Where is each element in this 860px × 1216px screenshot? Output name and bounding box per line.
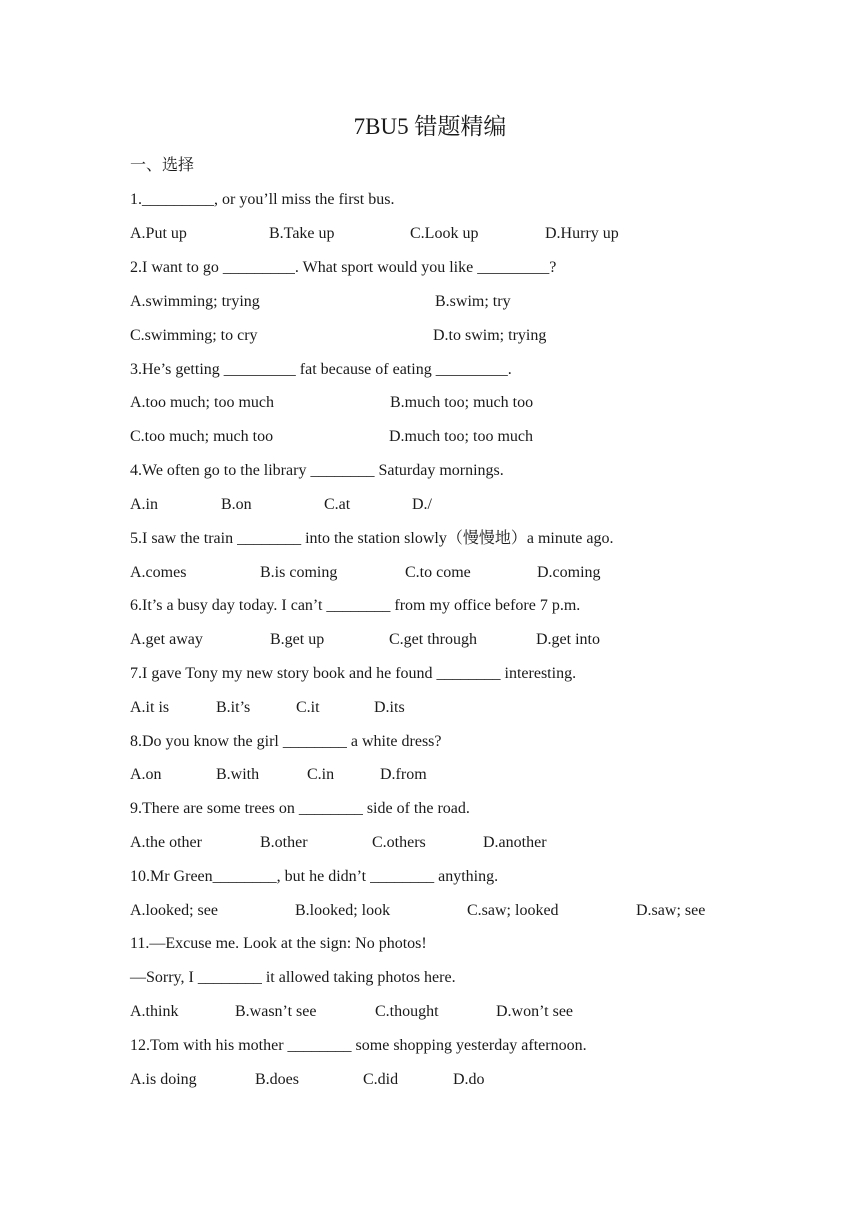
question-6-stem: 6.It’s a busy day today. I can’t ________ from my office before 7 p.m.	[130, 597, 581, 614]
question-3-stem: 3.He’s getting _________ fat because of eating _________.	[130, 361, 512, 378]
question-1-stem: 1._________, or you’ll miss the first bus.	[130, 191, 395, 208]
option-c: C.in	[307, 766, 335, 783]
question-9-stem: 9.There are some trees on ________ side of the road.	[130, 800, 470, 817]
option-c: C.at	[324, 496, 351, 513]
option-c: C.others	[372, 834, 426, 851]
question-12-stem: 12.Tom with his mother ________ some shopping yesterday afternoon.	[130, 1037, 587, 1054]
option-d: D./	[412, 496, 432, 513]
option-c: C.Look up	[410, 225, 479, 242]
document-title: 7BU5 错题精编	[353, 114, 507, 139]
question-11-stem-reply: —Sorry, I ________ it allowed taking photos here.	[130, 969, 456, 986]
option-c: C.did	[363, 1071, 399, 1088]
question-10-stem: 10.Mr Green________, but he didn’t ________ anything.	[130, 868, 499, 885]
option-c: C.swimming; to cry	[130, 327, 258, 344]
option-d: D.do	[453, 1071, 485, 1088]
question-8-stem: 8.Do you know the girl ________ a white dress?	[130, 733, 442, 750]
option-c: C.to come	[405, 564, 471, 581]
option-d: D.to swim; trying	[433, 327, 547, 344]
option-a: A.too much; too much	[130, 394, 274, 411]
option-a: A.get away	[130, 631, 203, 648]
question-4-stem: 4.We often go to the library ________ Saturday mornings.	[130, 462, 504, 479]
option-a: A.comes	[130, 564, 187, 581]
option-b: B.other	[260, 834, 308, 851]
question-5-stem: 5.I saw the train ________ into the station slowly（慢慢地）a minute ago.	[130, 530, 614, 547]
option-b: B.wasn’t see	[235, 1003, 317, 1020]
option-b: B.it’s	[216, 699, 251, 716]
option-d: D.much too; too much	[389, 428, 533, 445]
option-b: B.much too; much too	[390, 394, 534, 411]
option-a: A.Put up	[130, 225, 187, 242]
option-b: B.get up	[270, 631, 325, 648]
option-d: D.get into	[536, 631, 600, 648]
option-d: D.saw; see	[636, 902, 706, 919]
question-2-stem: 2.I want to go _________. What sport would you like _________?	[130, 259, 557, 276]
option-c: C.thought	[375, 1003, 439, 1020]
option-c: C.saw; looked	[467, 902, 559, 919]
option-a: A.swimming; trying	[130, 293, 260, 310]
option-c: C.too much; much too	[130, 428, 274, 445]
section-heading: 一、选择	[130, 157, 195, 174]
option-a: A.on	[130, 766, 162, 783]
option-d: D.won’t see	[496, 1003, 574, 1020]
option-b: B.is coming	[260, 564, 338, 581]
option-b: B.looked; look	[295, 902, 391, 919]
option-d: D.another	[483, 834, 547, 851]
option-b: B.on	[221, 496, 252, 513]
option-b: B.with	[216, 766, 260, 783]
option-a: A.it is	[130, 699, 170, 716]
option-a: A.in	[130, 496, 158, 513]
option-c: C.it	[296, 699, 320, 716]
option-d: D.coming	[537, 564, 601, 581]
option-d: D.its	[374, 699, 405, 716]
option-a: A.looked; see	[130, 902, 218, 919]
question-7-stem: 7.I gave Tony my new story book and he found ________ interesting.	[130, 665, 577, 682]
option-b: B.Take up	[269, 225, 335, 242]
option-c: C.get through	[389, 631, 477, 648]
option-b: B.does	[255, 1071, 299, 1088]
question-11-stem: 11.—Excuse me. Look at the sign: No photos!	[130, 935, 427, 952]
option-b: B.swim; try	[435, 293, 511, 310]
option-a: A.is doing	[130, 1071, 197, 1088]
option-d: D.Hurry up	[545, 225, 619, 242]
option-d: D.from	[380, 766, 427, 783]
option-a: A.think	[130, 1003, 179, 1020]
option-a: A.the other	[130, 834, 202, 851]
